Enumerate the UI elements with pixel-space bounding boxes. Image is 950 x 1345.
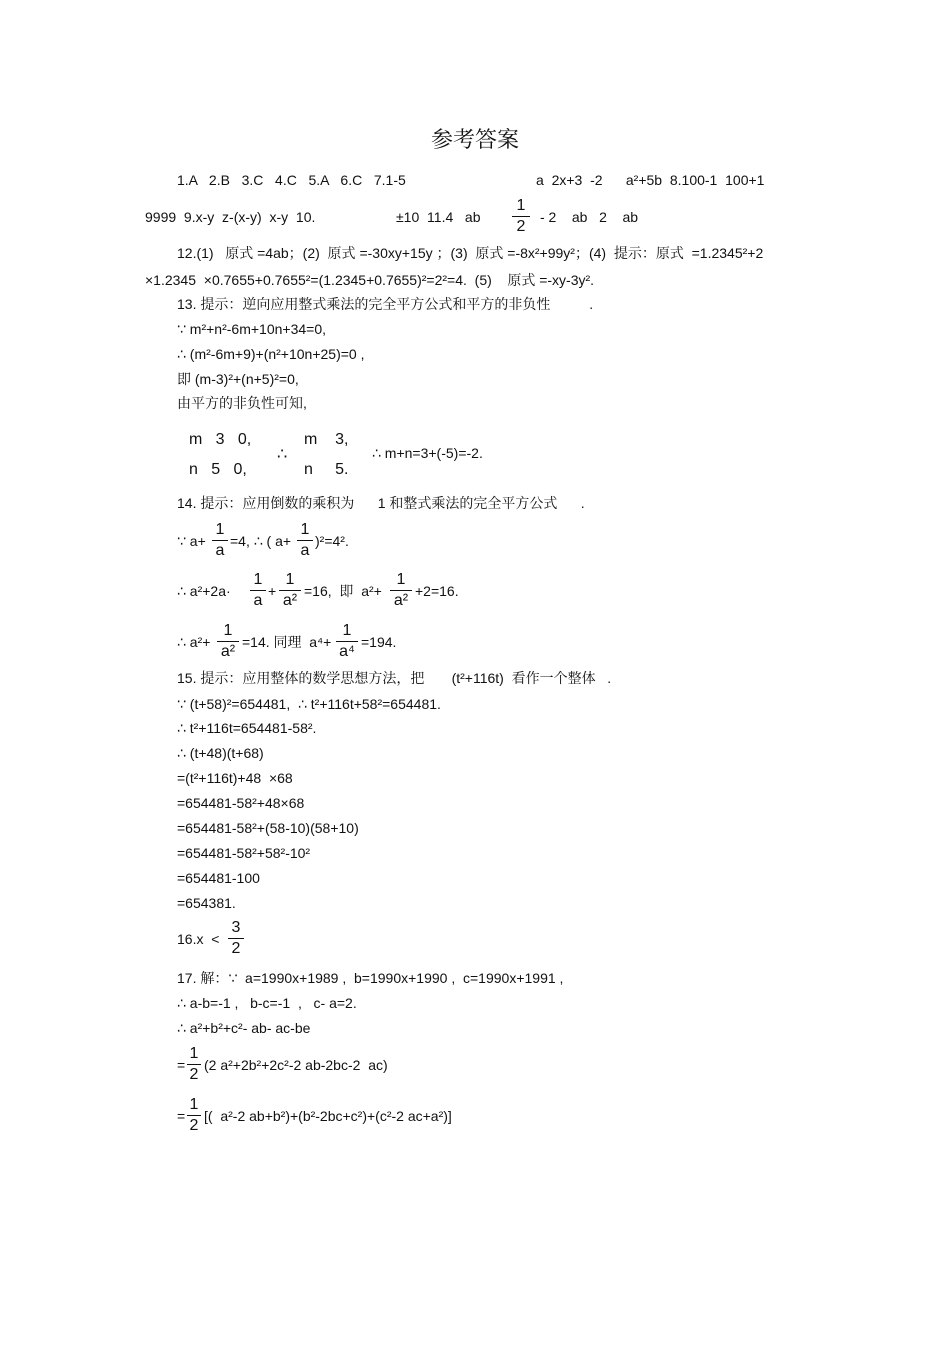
fraction-inverse-a-squared: 1 a² [217,622,239,661]
answer-15-hint: 15. 提示：应用整体的数学思想方法，把 (t²+116t) 看作一个整体 . [177,670,612,686]
answer-13-step4: 由平方的非负性可知, [177,395,307,411]
answer-14-step3c: =194. [361,634,397,650]
therefore-symbol: ∴ [277,446,288,463]
answer-15-result: =654381. [177,895,236,911]
page-title: 参考答案 [430,128,519,153]
answer-14-step3b: =14. 同理 a⁴+ [242,634,332,650]
answer-17-step4: [( a²-2 ab+b²)+(b²-2bc+c²)+(c²-2 ac+a²)] [204,1108,452,1124]
answer-13-step3: 即 (m-3)²+(n+5)²=0, [177,371,299,387]
answers-11-tail: - 2 ab 2 ab [540,209,639,225]
answer-14-step2a: ∴ a²+2a· [177,583,231,599]
answer-17-step3: (2 a²+2b²+2c²-2 ab-2bc-2 ac) [204,1057,388,1073]
answer-13-step2: ∴ (m²-6m+9)+(n²+10n+25)=0 , [177,346,365,362]
answer-15-step7: =654481-58²+58²-10² [177,845,311,861]
fraction-three-halves: 3 2 [228,919,244,958]
answer-15-step2: ∴ t²+116t=654481-58². [177,720,317,736]
answers-10-11: ±10 11.4 ab [396,209,481,225]
fraction-inverse-a-squared: 1 a² [390,571,412,610]
answer-13-step1: ∵ m²+n²-6m+10n+34=0, [177,321,326,337]
answer-15-step8: =654481-100 [177,870,260,886]
answer-14-step1b: =4, ∴ ( a+ [230,533,292,549]
equation-system-1-bottom: n 5 0, [189,461,247,478]
equals-sign: = [177,1108,186,1124]
answer-17-step2: ∴ a²+b²+c²- ab- ac-be [177,1020,311,1036]
equation-system-2-top: m 3, [304,431,349,448]
fraction-numerator: 1 [516,197,526,214]
answer-14-step2b: =16, 即 a²+ [304,583,382,599]
answers-9-10: 9999 9.x-y z-(x-y) x-y 10. [145,209,316,225]
fraction-denominator: 2 [516,218,526,235]
fraction-inverse-a-squared: 1 a² [279,571,301,610]
answer-14-step1c: )²=4². [315,533,349,549]
answer-16: 16.x < [177,931,220,947]
answer-15-step3: ∴ (t+48)(t+68) [177,745,264,761]
equation-system-1-top: m 3 0, [189,431,252,448]
fraction-inverse-a-fourth: 1 a⁴ [336,622,358,661]
answer-15-step4: =(t²+116t)+48 ×68 [177,770,293,786]
fraction-half: 1 2 [187,1096,201,1135]
answer-17-given: 17. 解：∵ a=1990x+1989 , b=1990x+1990 , c=1990x+1991 , [177,970,564,986]
fraction-half [512,197,530,236]
answer-12-line1: 12.(1) 原式 =4ab；(2) 原式 =-30xy+15y ；(3) 原式 =-8x²+99y²；(4) 提示：原式 =1.2345²+2 [177,245,764,261]
answer-14-step2c: +2=16. [415,583,459,599]
answer-13-hint: 13. 提示：逆向应用整式乘法的完全平方公式和平方的非负性 . [177,296,594,312]
equation-system-2-bottom: n 5. [304,461,349,478]
fraction-inverse-a: 1 a [250,571,266,610]
fraction-inverse-a: 1 a [212,521,228,560]
answer-13-result: ∴ m+n=3+(-5)=-2. [372,445,483,461]
answer-17-step1: ∴ a-b=-1 , b-c=-1 , c- a=2. [177,995,357,1011]
answers-1-7: 1.A 2.B 3.C 4.C 5.A 6.C 7.1-5 [177,172,406,188]
answer-15-step5: =654481-58²+48×68 [177,795,305,811]
equals-sign: = [177,1057,186,1073]
answer-14-step3a: ∴ a²+ [177,634,211,650]
answer-12-line2: ×1.2345 ×0.7655+0.7655²=(1.2345+0.7655)²=2²=4. (5) 原式 =-xy-3y². [145,272,595,288]
answer-14-hint: 14. 提示：应用倒数的乘积为 1 和整式乘法的完全平方公式 . [177,495,585,511]
answer-15-step1: ∵ (t+58)²=654481, ∴ t²+116t+58²=654481. [177,696,441,712]
answers-7-8: a 2x+3 -2 a²+5b 8.100-1 100+1 [536,172,765,188]
fraction-half: 1 2 [187,1045,201,1084]
answer-15-step6: =654481-58²+(58-10)(58+10) [177,820,359,836]
fraction-inverse-a: 1 a [297,521,313,560]
plus-sign: + [268,583,277,599]
answer-14-step1a: ∵ a+ [177,533,206,549]
